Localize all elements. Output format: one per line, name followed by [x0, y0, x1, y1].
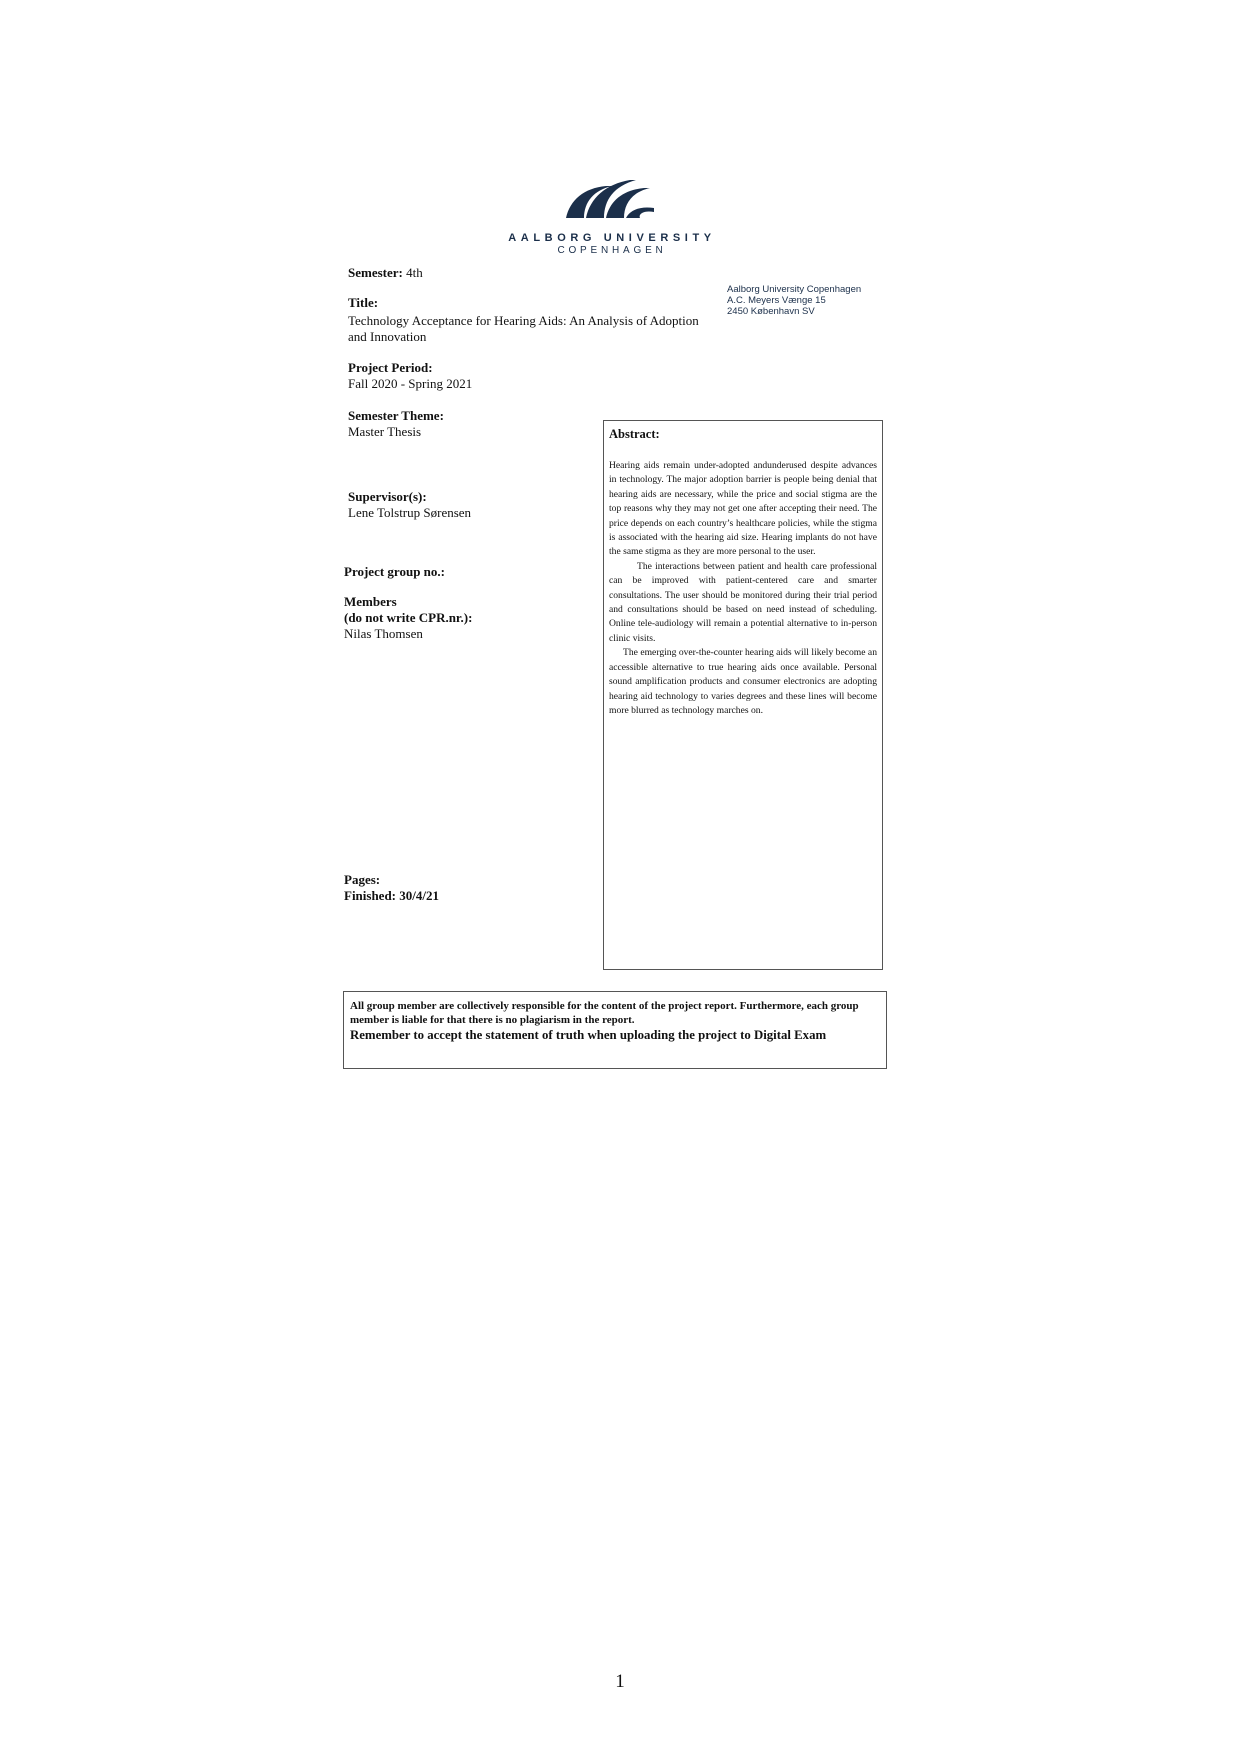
- supervisors-label: Supervisor(s):: [348, 489, 427, 504]
- semester-theme-label: Semester Theme:: [348, 408, 444, 423]
- address-line: A.C. Meyers Vænge 15: [727, 295, 826, 306]
- semester-value: 4th: [406, 265, 423, 280]
- members-label: [344, 594, 472, 626]
- abstract-title: Abstract:: [609, 427, 660, 441]
- university-logo: [490, 178, 734, 258]
- responsibility-statement: All group member are collectively responsible for the content of the project report. Furthermore, each group member is liable for that there is no plagiarism in the report.: [350, 1000, 859, 1026]
- members-value: Nilas Thomsen: [344, 626, 423, 641]
- logo-university-name: AALBORG UNIVERSITY: [508, 232, 716, 244]
- pages-label: Pages:: [344, 872, 381, 887]
- semester-theme-value: Master Thesis: [348, 424, 422, 439]
- finished-label: Finished: 30/4/21: [344, 888, 439, 903]
- project-period-label: Project Period:: [348, 360, 433, 375]
- members-label-line: Members: [344, 594, 397, 609]
- semester-label: Semester:: [348, 265, 403, 280]
- address-line: 2450 København SV: [727, 306, 815, 317]
- abstract-box: [603, 420, 883, 970]
- project-title-line: Technology Acceptance for Hearing Aids: An Analysis of Adoption: [348, 313, 699, 328]
- abstract-paragraph: The emerging over-the-counter hearing aids will likely become an accessible alternative to true hearing aids once available. Personal sound amplification products and consumer electronics are adopting hearing aid technology to varies degrees and these lines will become more blurred as technology marches on.: [609, 647, 877, 716]
- project-group-label: Project group no.:: [344, 564, 445, 579]
- project-period-value: Fall 2020 - Spring 2021: [348, 376, 473, 391]
- project-title: [348, 313, 718, 345]
- statement-box: [343, 991, 887, 1069]
- page-number: 1: [615, 1671, 625, 1692]
- semester-row: [348, 265, 423, 281]
- members-label-line: (do not write CPR.nr.):: [344, 610, 473, 625]
- title-label: Title:: [348, 295, 379, 310]
- project-title-line: and Innovation: [348, 329, 427, 344]
- university-address: [727, 284, 861, 317]
- abstract-paragraph: The interactions between patient and health care professional can be improved with patient-centered care and smarter consultations. The user should be monitored during their trial period and consultations should be based on need instead of scheduling. Online tele-audiology will remain a potential alternative to in-person clinic visits.: [609, 560, 877, 644]
- logo-campus-name: COPENHAGEN: [557, 245, 667, 256]
- logo-wave-icon: [562, 178, 656, 222]
- supervisors-value: Lene Tolstrup Sørensen: [348, 505, 472, 520]
- statement-of-truth-reminder: Remember to accept the statement of truth when uploading the project to Digital Exam: [350, 1028, 827, 1042]
- address-line: Aalborg University Copenhagen: [727, 284, 862, 295]
- abstract-paragraph: Hearing aids remain under-adopted andunderused despite advances in technology. The major adoption barrier is people being denial that hearing aids are necessary, while the price and social stigma are the top reasons why they may not get one after accepting their need. The price depends on each country’s healthcare policies, while the stigma is associated with the hearing aid size. Hearing implants do not have the same stigma as they are more personal to the user.: [609, 460, 877, 558]
